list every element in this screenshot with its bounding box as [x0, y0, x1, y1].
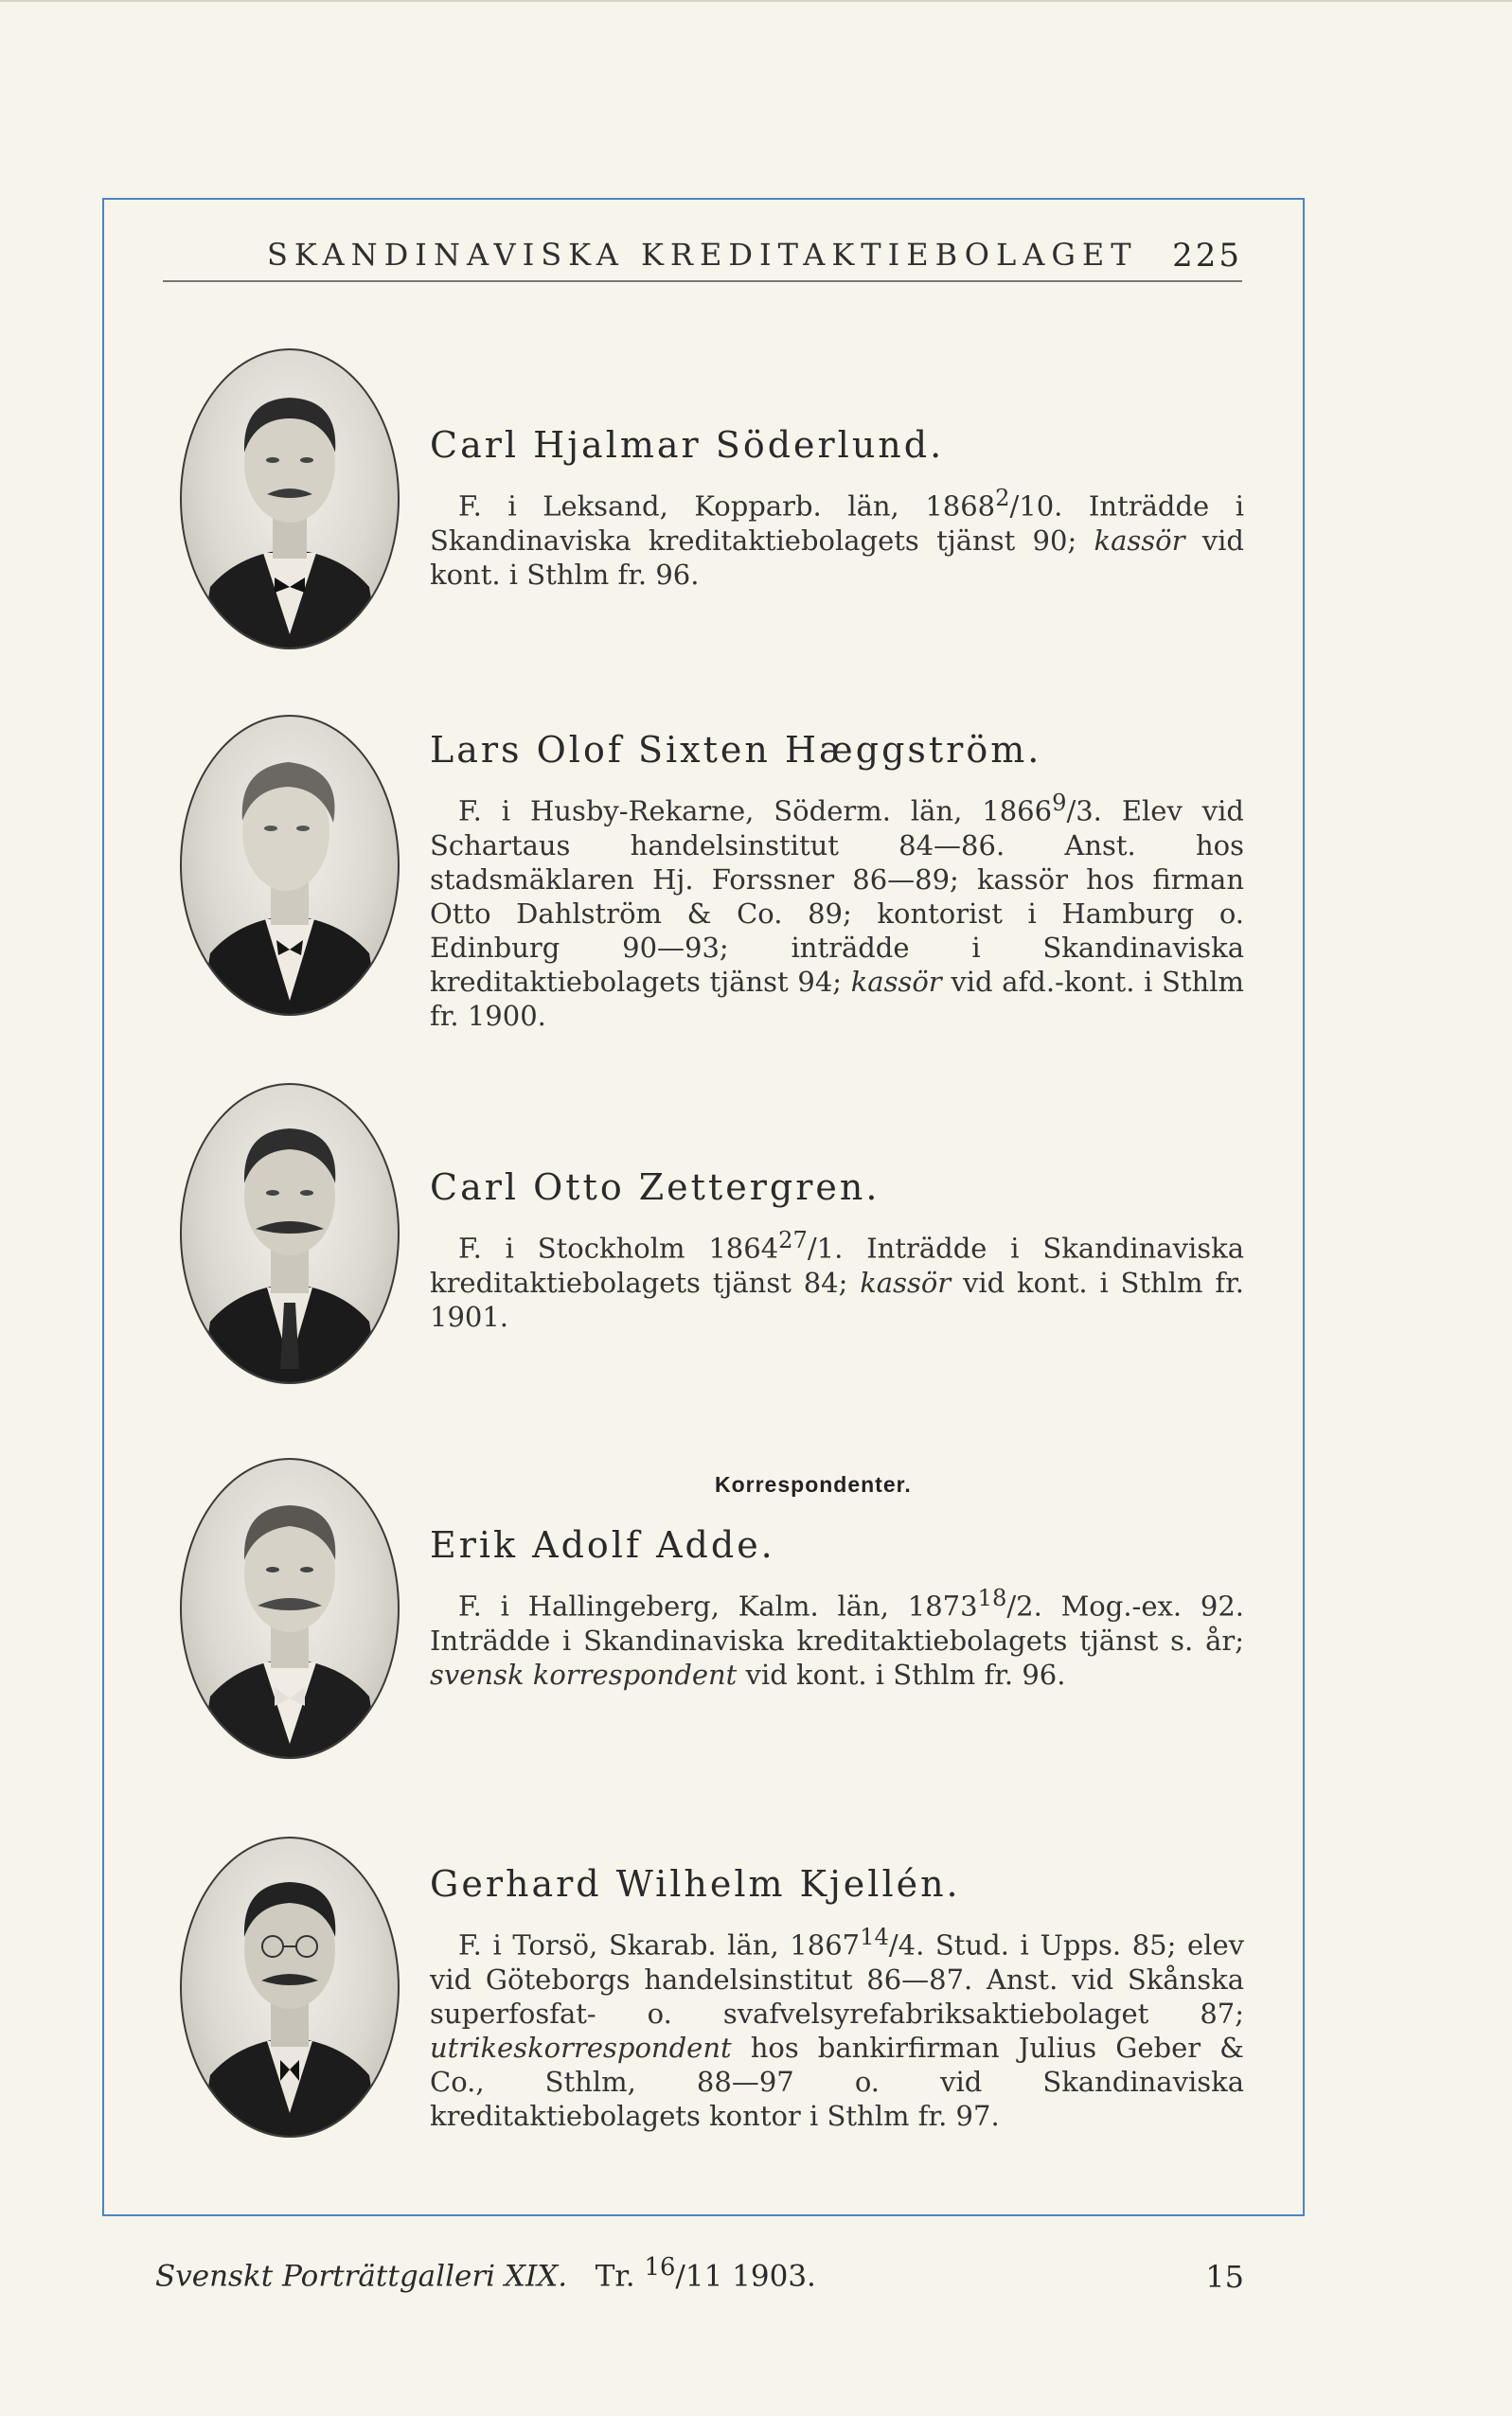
biography — [430, 481, 1244, 592]
person-name: Carl Otto Zettergren. — [430, 1166, 881, 1208]
footer-imprint — [155, 2253, 816, 2293]
person-name: Carl Hjalmar Söderlund. — [430, 424, 945, 466]
top-edge — [0, 0, 1512, 2]
portrait-image — [180, 1837, 400, 2138]
running-head — [163, 231, 1242, 278]
person-name: Lars Olof Sixten Hæggström. — [430, 729, 1042, 771]
title-italic: kassör — [860, 1266, 952, 1299]
sheet-number: 15 — [1205, 2259, 1244, 2295]
bio-text: F. i Husby-Rekarne, Söderm. län, 1866 — [458, 794, 1053, 827]
print-date: /11 1903. — [675, 2259, 816, 2294]
bio-text: vid kont. i Sthlm fr. 1901. — [430, 1266, 1244, 1333]
entry-text — [430, 1861, 1244, 2133]
title-italic: svensk korrespondent — [430, 1658, 738, 1691]
running-title: SKANDINAVISKA KREDITAKTIEBOLAGET — [267, 237, 1138, 273]
bio-text: vid afd.-kont. i Sthlm fr. 1900. — [430, 965, 1244, 1032]
portrait-image — [180, 1083, 400, 1384]
page-footer — [155, 2253, 1244, 2301]
entry-text — [430, 1164, 1244, 1334]
bio-text: vid kont. i Sthlm fr. 96. — [737, 1658, 1066, 1691]
bio-text: /1. Inträdde i Skandinaviska kreditaktiebolagets tjänst 84; — [430, 1232, 1245, 1299]
publication-title: Svenskt Porträttgalleri XIX. — [155, 2259, 568, 2294]
bio-text: /4. Stud. i Upps. 85; elev vid Göteborgs handelsinstitut 86—87. Anst. vid Skånska superfosfat- o. svafvelsyrefabriksaktiebolaget 87; — [430, 1928, 1245, 2030]
section-heading: Korrespondenter. — [715, 1472, 912, 1497]
bio-text: F. i Hallingeberg, Kalm. län, 1873 — [458, 1590, 978, 1623]
portrait-image — [180, 348, 400, 649]
biography — [430, 1920, 1244, 2133]
print-date-prefix: Tr. — [595, 2259, 645, 2294]
entry-text — [430, 727, 1244, 1033]
bio-text: /2. Mog.-ex. 92. Inträdde i Skandinaviska kreditaktiebolagets tjänst s. år; — [430, 1590, 1245, 1657]
print-date-superscript: 16 — [644, 2253, 676, 2282]
bio-text: F. i Leksand, Kopparb. län, 1868 — [458, 489, 996, 523]
title-italic: kassör — [850, 965, 942, 998]
entry-text — [430, 422, 1244, 592]
bio-text: /10. Inträdde i Skandinaviska kreditaktiebolagets tjänst 90; — [430, 489, 1244, 557]
bio-text: F. i Torsö, Skarab. län, 1867 — [458, 1928, 861, 1962]
bio-text: hos bankirfirman Julius Geber & Co., Sthlm, 88—97 o. vid Skandinaviska kreditaktiebolagets kontor i Sthlm fr. 97. — [430, 2031, 1244, 2132]
person-name: Erik Adolf Adde. — [430, 1524, 775, 1566]
date-superscript: 14 — [860, 1924, 889, 1950]
biography — [430, 786, 1244, 1033]
date-superscript: 18 — [977, 1585, 1007, 1611]
page-number: 225 — [1172, 237, 1242, 275]
date-superscript: 2 — [995, 485, 1010, 511]
biography — [430, 1581, 1244, 1692]
bio-text: vid kont. i Sthlm fr. 96. — [430, 524, 1244, 591]
title-italic: kassör — [1094, 524, 1185, 557]
person-name: Gerhard Wilhelm Kjellén. — [430, 1863, 961, 1905]
date-superscript: 27 — [778, 1227, 808, 1253]
title-italic: utrikeskorrespondent — [430, 2031, 732, 2064]
bio-text: /3. Elev vid Schartaus handelsinstitut 84—86. Anst. hos stadsmäklaren Hj. Forssner 86—89; kassör hos firman Otto Dahlström & Co. 89; kontorist i Hamburg o. Edinburg 90—93; inträdde i Skandinaviska kreditaktiebolagets tjänst 94; — [430, 794, 1244, 998]
bio-text: F. i Stockholm 1864 — [458, 1232, 779, 1265]
date-superscript: 9 — [1052, 790, 1067, 816]
portrait-image — [180, 1458, 400, 1759]
portrait-image — [180, 715, 400, 1016]
entry-text — [430, 1522, 1244, 1692]
biography — [430, 1223, 1244, 1334]
header-rule — [163, 280, 1242, 282]
